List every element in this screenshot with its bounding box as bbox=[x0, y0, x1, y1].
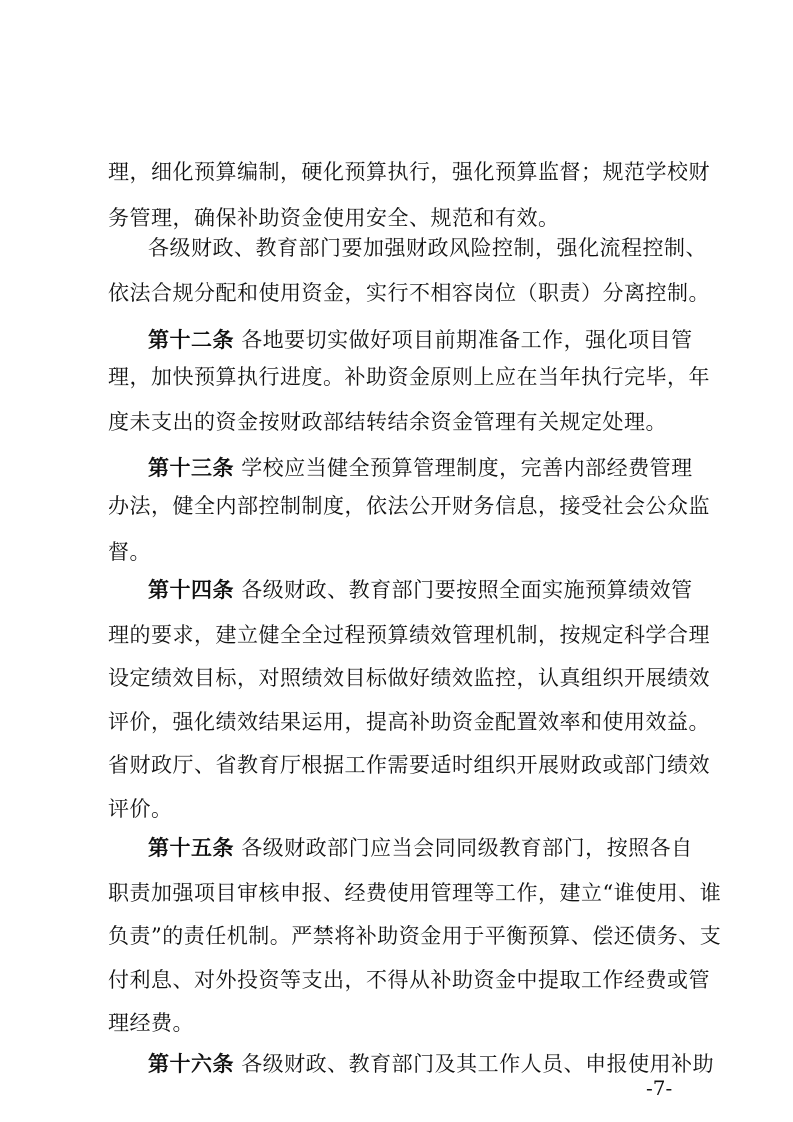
line-text: 职责加强项目审核申报、经费使用管理等工作，建立“谁使用、谁 bbox=[108, 881, 722, 905]
article-14-line-5 bbox=[108, 745, 710, 785]
article-13-line-1 bbox=[148, 448, 693, 488]
article-12-line-1 bbox=[148, 320, 693, 360]
article-12-line-2 bbox=[108, 357, 710, 397]
line-text: 学校应当健全预算管理制度，完善内部经费管理 bbox=[241, 456, 693, 480]
article-13-line-3 bbox=[108, 532, 688, 572]
article-16-line-1 bbox=[148, 1044, 715, 1084]
article-14-line-3 bbox=[108, 658, 710, 698]
article-heading: 第十五条 bbox=[148, 836, 234, 860]
article-15-line-4 bbox=[108, 960, 710, 1000]
article-heading: 第十三条 bbox=[148, 456, 234, 480]
article-heading: 第十二条 bbox=[148, 328, 234, 352]
line-text: 各级财政、教育部门要加强财政风险控制，强化流程控制、 bbox=[148, 236, 707, 260]
line-text: 理，细化预算编制，硬化预算执行，强化预算监督；规范学校财 bbox=[108, 160, 710, 184]
line-text: 理的要求，建立健全全过程预算绩效管理机制，按规定科学合理 bbox=[108, 623, 710, 647]
line-text: 评价。 bbox=[108, 797, 173, 821]
line-text: 依法合规分配和使用资金，实行不相容岗位（职责）分离控制。 bbox=[108, 281, 710, 305]
line-text: 理，加快预算执行进度。补助资金原则上应在当年执行完毕，年 bbox=[108, 365, 710, 389]
article-14-line-4 bbox=[108, 702, 710, 742]
line-text: 理经费。 bbox=[108, 1011, 194, 1035]
line-text: 省财政厅、省教育厅根据工作需要适时组织开展财政或部门绩效 bbox=[108, 753, 710, 777]
line-text: 设定绩效目标，对照绩效目标做好绩效监控，认真组织开展绩效 bbox=[108, 666, 710, 690]
text-line-1 bbox=[108, 152, 710, 192]
article-heading: 第十四条 bbox=[148, 578, 234, 602]
line-text: 负责”的责任机制。严禁将补助资金用于平衡预算、偿还债务、支 bbox=[108, 924, 722, 948]
article-12-line-3 bbox=[108, 402, 688, 442]
text-line-3 bbox=[148, 228, 707, 268]
line-text: 付利息、对外投资等支出，不得从补助资金中提取工作经费或管 bbox=[108, 968, 710, 992]
line-text: 度未支出的资金按财政部结转结余资金管理有关规定处理。 bbox=[108, 410, 667, 434]
article-14-line-2 bbox=[108, 615, 710, 655]
line-text: 各地要切实做好项目前期准备工作，强化项目管 bbox=[241, 328, 693, 352]
article-14-line-6 bbox=[108, 789, 688, 829]
line-text: 务管理，确保补助资金使用安全、规范和有效。 bbox=[108, 206, 560, 230]
article-heading: 第十六条 bbox=[148, 1052, 234, 1076]
article-15-line-2 bbox=[108, 873, 722, 913]
line-text: 评价，强化绩效结果运用，提高补助资金配置效率和使用效益。 bbox=[108, 710, 710, 734]
text-line-4 bbox=[108, 273, 710, 313]
line-text: 督。 bbox=[108, 540, 151, 564]
line-text: 办法，健全内部控制制度，依法公开财务信息，接受社会公众监 bbox=[108, 494, 710, 518]
article-15-line-1 bbox=[148, 828, 693, 868]
line-text: 各级财政、教育部门要按照全面实施预算绩效管 bbox=[241, 578, 693, 602]
article-15-line-5 bbox=[108, 1003, 688, 1043]
line-text: 各级财政、教育部门及其工作人员、申报使用补助 bbox=[241, 1052, 715, 1076]
page-number: -7- bbox=[646, 1076, 673, 1100]
article-14-line-1 bbox=[148, 570, 693, 610]
line-text: 各级财政部门应当会同同级教育部门，按照各自 bbox=[241, 836, 693, 860]
article-13-line-2 bbox=[108, 486, 710, 526]
article-15-line-3 bbox=[108, 916, 722, 956]
